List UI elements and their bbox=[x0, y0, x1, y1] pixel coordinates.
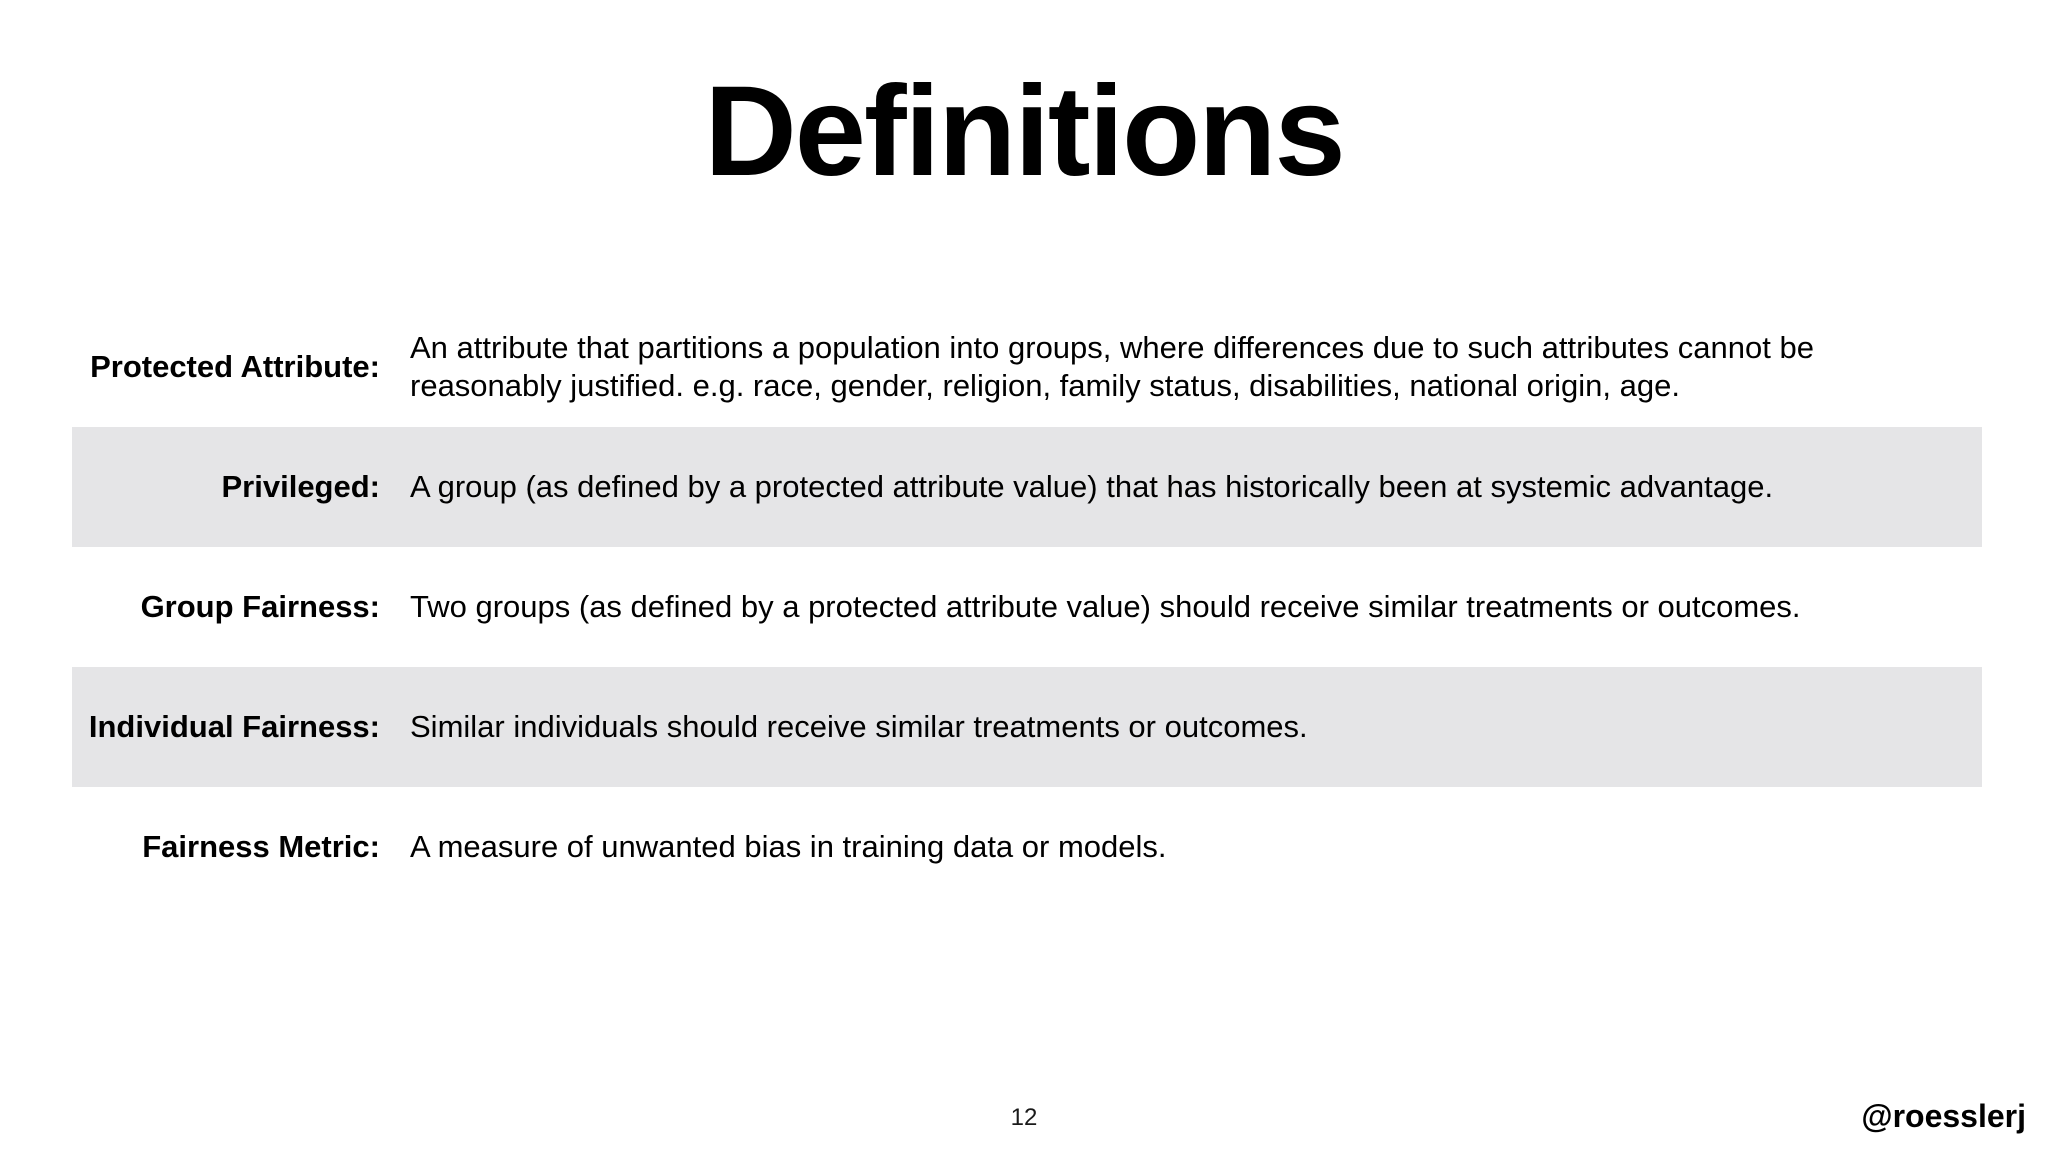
definition-text: Similar individuals should receive similar treatments or outcomes. bbox=[410, 709, 1308, 744]
definition-row-group-fairness bbox=[72, 547, 1982, 667]
definition-row-individual-fairness bbox=[72, 667, 1982, 787]
definition-text: A measure of unwanted bias in training data or models. bbox=[410, 829, 1167, 864]
definition-text: Two groups (as defined by a protected attribute value) should receive similar treatments or outcomes. bbox=[410, 589, 1801, 624]
term-label: Group Fairness: bbox=[140, 589, 380, 624]
author-handle: @roesslerj bbox=[1861, 1098, 2026, 1134]
definitions-table bbox=[72, 307, 1982, 907]
definition-text: An attribute that partitions a population into groups, where differences due to such attributes cannot be reasonably justified. e.g. race, gender, religion, family status, disabilities, national origin, age. bbox=[410, 330, 1814, 403]
term-label: Privileged: bbox=[221, 469, 380, 504]
slide-title: Definitions bbox=[704, 60, 1344, 203]
term-label: Protected Attribute: bbox=[90, 349, 380, 384]
definition-row-protected-attribute bbox=[72, 307, 1982, 427]
definition-text: A group (as defined by a protected attribute value) that has historically been at systemic advantage. bbox=[410, 469, 1774, 504]
term-label: Fairness Metric: bbox=[142, 829, 380, 864]
page-number: 12 bbox=[1010, 1104, 1038, 1131]
definition-row-fairness-metric bbox=[72, 787, 1982, 907]
definition-row-privileged bbox=[72, 427, 1982, 547]
term-label: Individual Fairness: bbox=[88, 709, 380, 744]
